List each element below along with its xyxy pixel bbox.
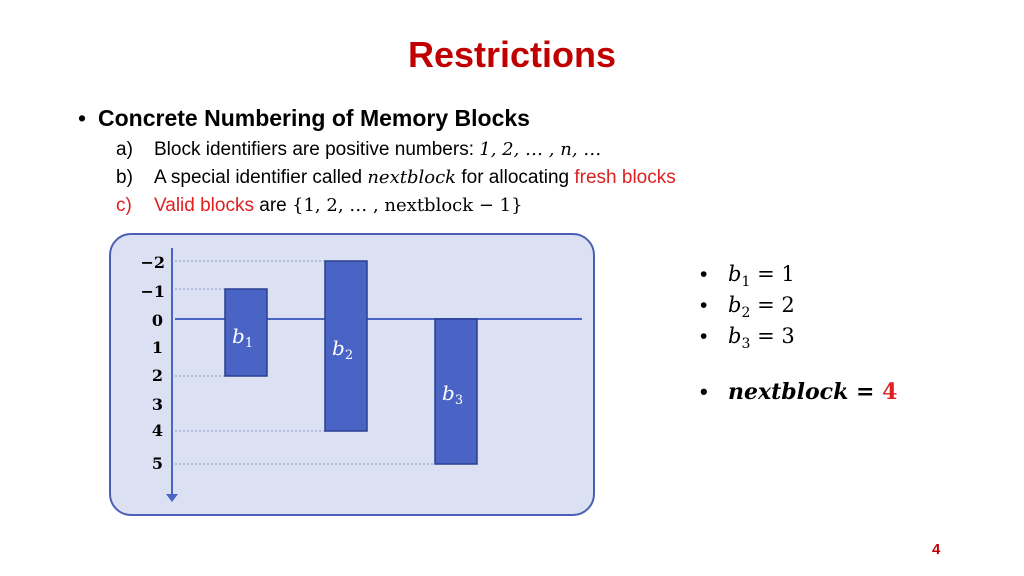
assignment-item [700, 324, 795, 355]
axis-label: −1 [140, 282, 165, 301]
nextblock-number: 4 [882, 379, 898, 405]
bullet-dot: • [700, 294, 708, 317]
assignment-item [700, 262, 795, 293]
page-number: 4 [932, 541, 941, 558]
sub-item-math: 1, 2, … , n, … [479, 139, 602, 160]
bullet-dot: • [700, 325, 708, 348]
nextblock-equals: = [848, 379, 883, 405]
var-subscript: 1 [741, 274, 751, 291]
sub-item-label: c) [116, 195, 132, 216]
sub-item-text: Block identifiers are positive numbers: [154, 139, 480, 160]
assignment-item [700, 293, 795, 324]
var-subscript: 2 [741, 305, 751, 322]
var-name: b [728, 324, 742, 348]
var-subscript: 3 [741, 336, 751, 353]
sub-item-label: b) [116, 167, 133, 188]
axis-label: 3 [151, 395, 163, 414]
slide-title: Restrictions [407, 34, 617, 75]
block-label: $b_2$ [332, 336, 354, 363]
bullet-dot: • [700, 379, 708, 404]
axis-label: 1 [151, 338, 163, 357]
sub-item-highlight: fresh blocks [574, 167, 676, 188]
var-value: = 2 [757, 293, 795, 317]
axis-label: 0 [151, 311, 163, 330]
nextblock-name: nextblock [728, 379, 849, 405]
sub-item-text: A special identifier called [154, 167, 368, 188]
assignment-list [700, 262, 795, 355]
sub-item-math: nextblock [367, 167, 457, 188]
block-label: $b_3$ [442, 381, 464, 408]
bullet-dot: • [700, 263, 708, 286]
main-bullet-text: Concrete Numbering of Memory Blocks [98, 105, 530, 131]
bullet-dot: • [78, 105, 87, 131]
axis-label: 4 [151, 421, 163, 440]
var-name: b [728, 262, 742, 286]
nextblock-value [700, 379, 897, 405]
var-name: b [728, 293, 742, 317]
block-label: $b_1$ [232, 324, 254, 351]
var-value: = 3 [757, 324, 795, 348]
axis-arrow-icon [166, 494, 178, 502]
axis-label: 2 [151, 366, 163, 385]
axis-label: 5 [151, 454, 163, 473]
sub-item-text: are [253, 195, 293, 216]
sub-item-text: for allocating [456, 167, 575, 188]
var-value: = 1 [757, 262, 795, 286]
sub-item-math: {1, 2, … , nextblock − 1} [292, 195, 523, 216]
axis-label: −2 [140, 253, 165, 272]
sub-item-highlight: Valid blocks [154, 195, 254, 216]
sub-item-label: a) [116, 139, 133, 160]
